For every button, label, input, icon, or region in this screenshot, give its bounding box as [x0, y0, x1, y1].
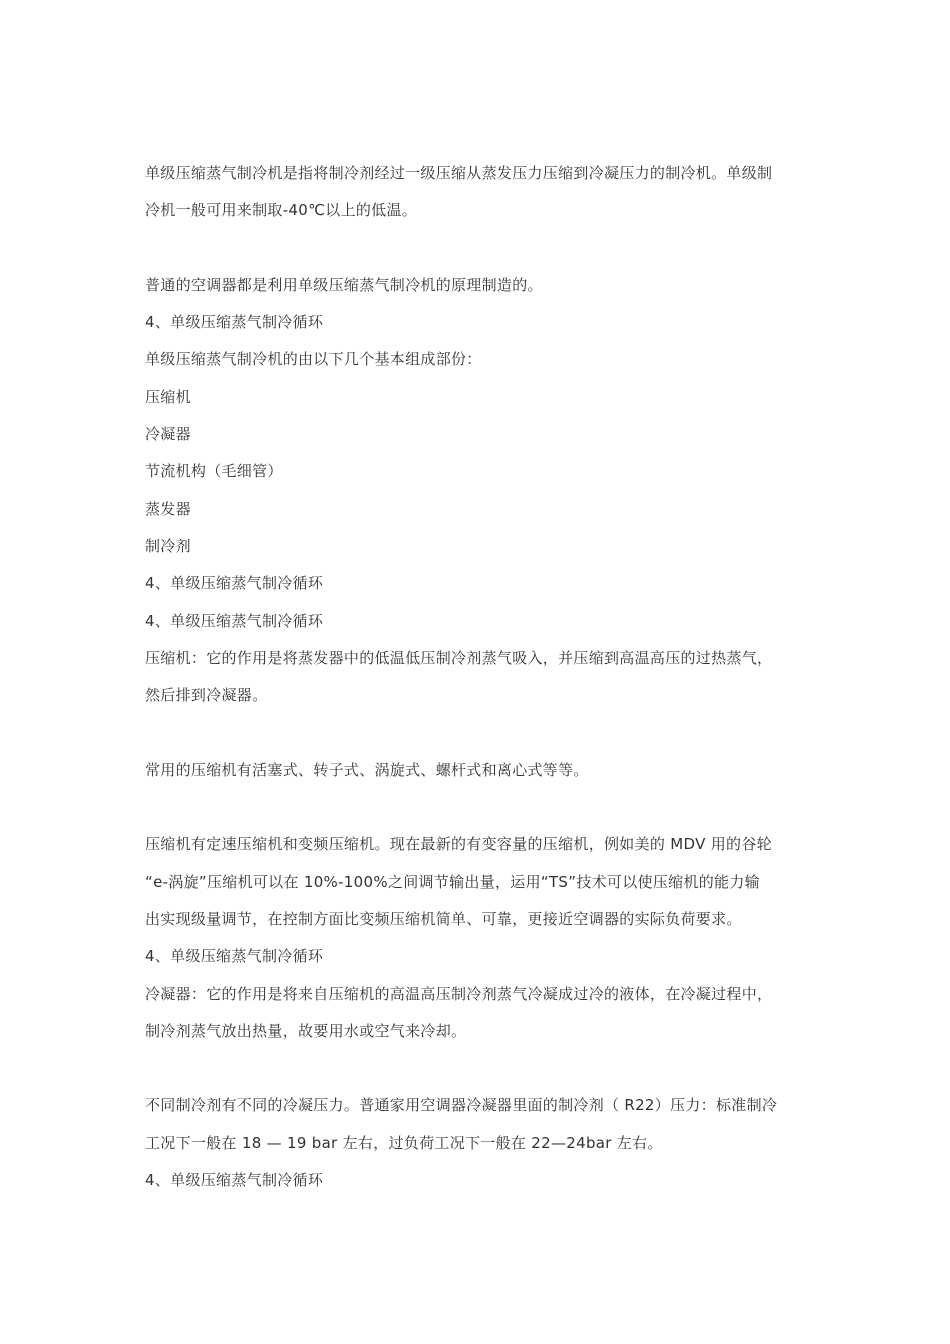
text-line: 压缩机有定速压缩机和变频压缩机。现在最新的有变容量的压缩机，例如美的 MDV 用的谷轮 — [145, 835, 772, 854]
component-item: 蒸发器 — [145, 499, 191, 518]
text-line: 工况下一般在 18 — 19 bar 左右，过负荷工况下一般在 22—24bar 左右。 — [145, 1133, 663, 1152]
text-line: 不同制冷剂有不同的冷凝压力。普通家用空调器冷凝器里面的制冷剂（ R22）压力：标准制冷 — [145, 1096, 778, 1115]
blank-line — [145, 234, 813, 271]
text-line: 制冷剂蒸气放出热量，故要用水或空气来冷却。 — [145, 1021, 467, 1040]
blank-line — [145, 1054, 813, 1091]
section-heading: 4、单级压缩蒸气制冷循环 — [145, 574, 324, 593]
text-line: 然后排到冷凝器。 — [145, 686, 268, 705]
text-line: 普通的空调器都是利用单级压缩蒸气制冷机的原理制造的。 — [145, 275, 543, 294]
text-line: 单级压缩蒸气制冷机的由以下几个基本组成部份： — [145, 350, 482, 369]
document-body — [145, 159, 813, 1203]
section-heading: 4、单级压缩蒸气制冷循环 — [145, 611, 324, 630]
section-heading: 4、单级压缩蒸气制冷循环 — [145, 947, 324, 966]
text-line: “e-涡旋”压缩机可以在 10%-100%之间调节输出量，运用“TS”技术可以使压缩机的能力输 — [145, 872, 760, 891]
text-line: 常用的压缩机有活塞式、转子式、涡旋式、螺杆式和离心式等等。 — [145, 760, 589, 779]
section-heading: 4、单级压缩蒸气制冷循环 — [145, 1171, 324, 1190]
component-item: 节流机构（毛细管） — [145, 462, 283, 481]
text-line: 冷凝器：它的作用是将来自压缩机的高温高压制冷剂蒸气冷凝成过冷的液体，在冷凝过程中， — [145, 984, 773, 1003]
blank-line — [145, 718, 813, 755]
component-item: 冷凝器 — [145, 425, 191, 444]
blank-line — [145, 793, 813, 830]
component-item: 压缩机 — [145, 387, 191, 406]
text-line: 单级压缩蒸气制冷机是指将制冷剂经过一级压缩从蒸发压力压缩到冷凝压力的制冷机。单级制 — [145, 164, 773, 182]
section-heading: 4、单级压缩蒸气制冷循环 — [145, 313, 324, 332]
component-item: 制冷剂 — [145, 536, 191, 555]
text-line: 出实现级量调节，在控制方面比变频压缩机简单、可靠，更接近空调器的实际负荷要求。 — [145, 909, 742, 928]
text-line: 压缩机：它的作用是将蒸发器中的低温低压制冷剂蒸气吸入，并压缩到高温高压的过热蒸气， — [145, 648, 773, 667]
text-line: 冷机一般可用来制取-40℃以上的低温。 — [145, 201, 418, 220]
